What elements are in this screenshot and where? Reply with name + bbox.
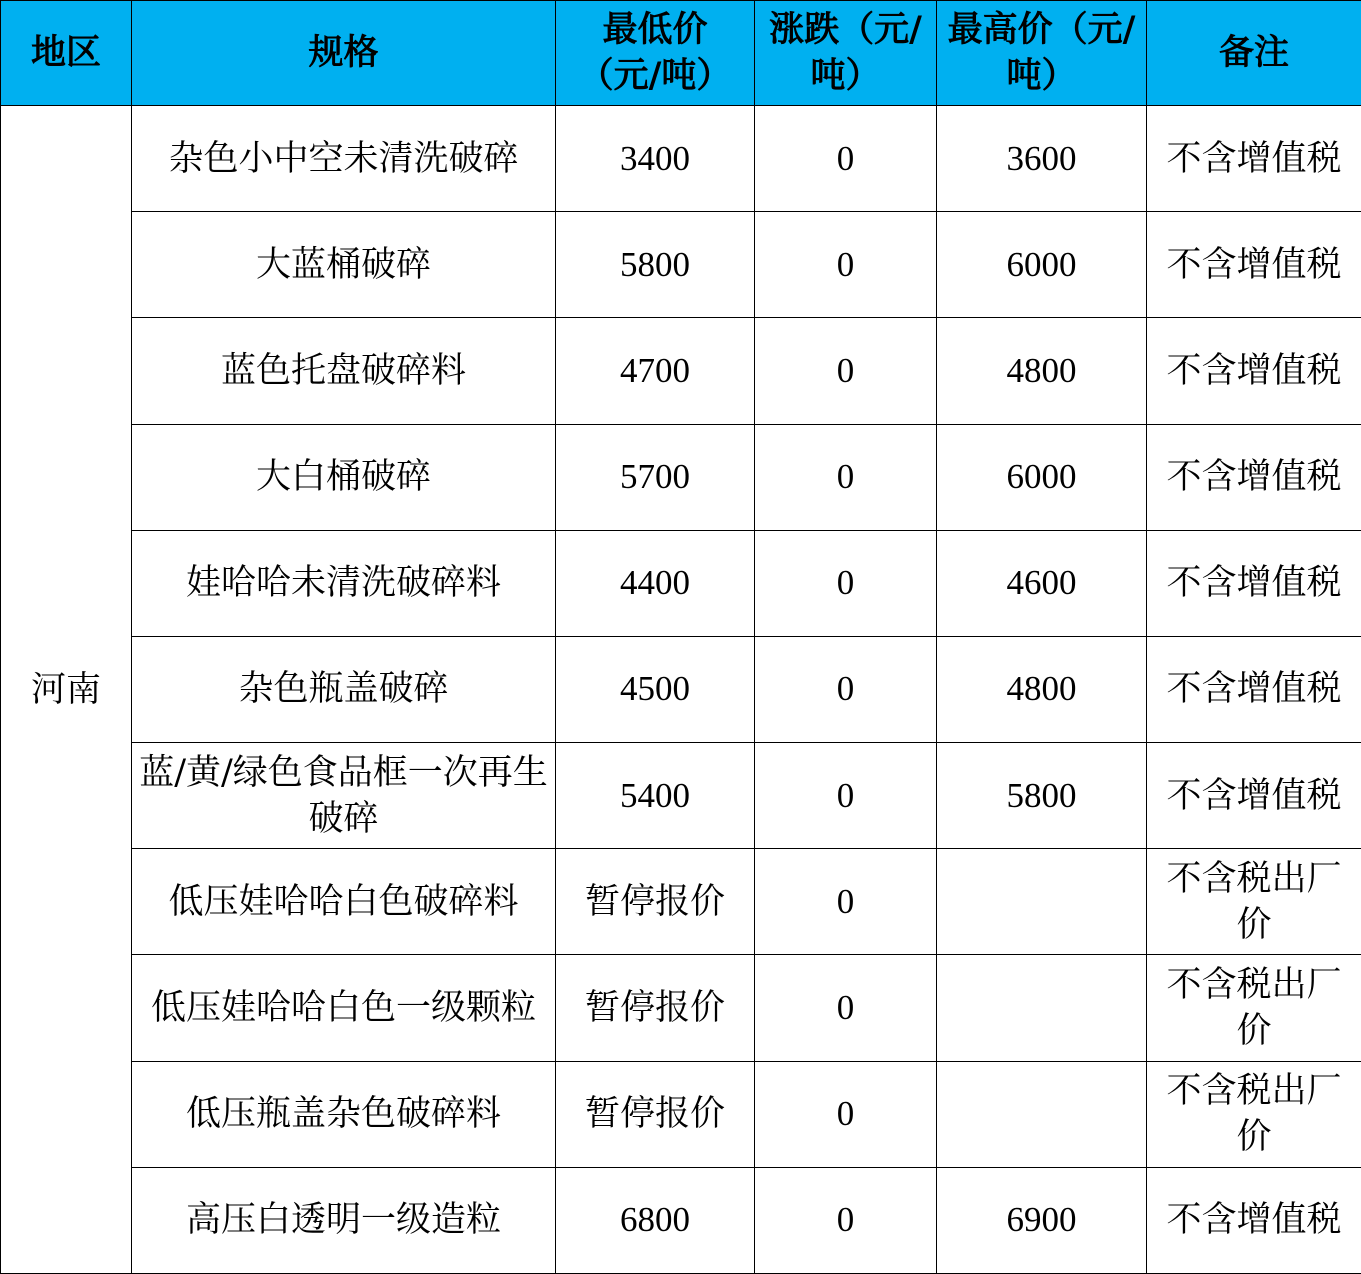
note-cell: 不含增值税 [1147, 106, 1361, 212]
change-cell: 0 [755, 955, 937, 1061]
max-price-cell: 6900 [937, 1167, 1147, 1273]
change-cell: 0 [755, 212, 937, 318]
note-cell: 不含税出厂价 [1147, 849, 1361, 955]
spec-cell: 大白桶破碎 [132, 424, 556, 530]
table-row [1, 530, 1361, 636]
change-cell: 0 [755, 530, 937, 636]
spec-cell: 低压娃哈哈白色破碎料 [132, 849, 556, 955]
note-cell: 不含增值税 [1147, 743, 1361, 849]
spec-cell: 高压白透明一级造粒 [132, 1167, 556, 1273]
note-cell: 不含增值税 [1147, 530, 1361, 636]
spec-cell: 杂色瓶盖破碎 [132, 636, 556, 742]
table-row [1, 849, 1361, 955]
change-cell: 0 [755, 849, 937, 955]
max-price-cell: 6000 [937, 424, 1147, 530]
spec-cell: 杂色小中空未清洗破碎 [132, 106, 556, 212]
header-note: 备注 [1147, 1, 1361, 106]
spec-cell: 蓝/黄/绿色食品框一次再生破碎 [132, 743, 556, 849]
min-price-cell: 3400 [556, 106, 755, 212]
change-cell: 0 [755, 106, 937, 212]
table-row [1, 1061, 1361, 1167]
table-row [1, 212, 1361, 318]
header-change: 涨跌（元/吨） [755, 1, 937, 106]
note-cell: 不含增值税 [1147, 318, 1361, 424]
table-row [1, 318, 1361, 424]
header-min-price: 最低价（元/吨） [556, 1, 755, 106]
max-price-cell [937, 849, 1147, 955]
change-cell: 0 [755, 424, 937, 530]
change-cell: 0 [755, 318, 937, 424]
change-cell: 0 [755, 636, 937, 742]
min-price-cell: 5400 [556, 743, 755, 849]
table-row [1, 743, 1361, 849]
spec-cell: 低压娃哈哈白色一级颗粒 [132, 955, 556, 1061]
min-price-cell: 4400 [556, 530, 755, 636]
table-row [1, 636, 1361, 742]
min-price-cell: 4700 [556, 318, 755, 424]
note-cell: 不含增值税 [1147, 636, 1361, 742]
max-price-cell: 5800 [937, 743, 1147, 849]
table-row [1, 1167, 1361, 1273]
note-cell: 不含增值税 [1147, 424, 1361, 530]
note-cell: 不含增值税 [1147, 1167, 1361, 1273]
note-cell: 不含税出厂价 [1147, 1061, 1361, 1167]
change-cell: 0 [755, 1167, 937, 1273]
note-cell: 不含税出厂价 [1147, 955, 1361, 1061]
spec-cell: 娃哈哈未清洗破碎料 [132, 530, 556, 636]
min-price-cell: 暂停报价 [556, 849, 755, 955]
min-price-cell: 暂停报价 [556, 955, 755, 1061]
min-price-cell: 5700 [556, 424, 755, 530]
min-price-cell: 6800 [556, 1167, 755, 1273]
spec-cell: 低压瓶盖杂色破碎料 [132, 1061, 556, 1167]
min-price-cell: 5800 [556, 212, 755, 318]
region-cell: 河南 [1, 106, 132, 1274]
spec-cell: 蓝色托盘破碎料 [132, 318, 556, 424]
header-region: 地区 [1, 1, 132, 106]
min-price-cell: 暂停报价 [556, 1061, 755, 1167]
max-price-cell: 6000 [937, 212, 1147, 318]
max-price-cell: 4800 [937, 636, 1147, 742]
max-price-cell: 3600 [937, 106, 1147, 212]
min-price-cell: 4500 [556, 636, 755, 742]
table-header [1, 1, 1361, 106]
spec-cell: 大蓝桶破碎 [132, 212, 556, 318]
header-row [1, 1, 1361, 106]
change-cell: 0 [755, 1061, 937, 1167]
header-max-price: 最高价（元/吨） [937, 1, 1147, 106]
max-price-cell: 4600 [937, 530, 1147, 636]
change-cell: 0 [755, 743, 937, 849]
table-row [1, 955, 1361, 1061]
header-spec: 规格 [132, 1, 556, 106]
max-price-cell [937, 955, 1147, 1061]
table-body [1, 106, 1361, 1274]
table-row [1, 106, 1361, 212]
table-row [1, 424, 1361, 530]
note-cell: 不含增值税 [1147, 212, 1361, 318]
max-price-cell: 4800 [937, 318, 1147, 424]
max-price-cell [937, 1061, 1147, 1167]
